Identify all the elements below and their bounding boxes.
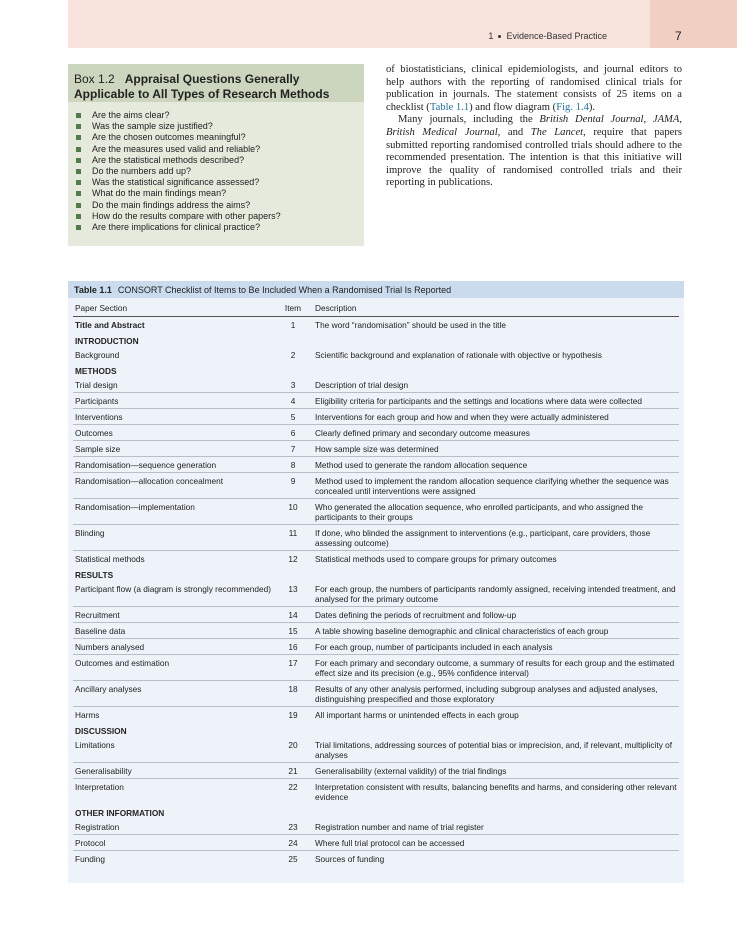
box-question-text: Do the main findings address the aims? (92, 199, 251, 210)
table-row (73, 457, 679, 473)
table-row (73, 581, 679, 607)
box-question-item (76, 177, 358, 188)
paragraph-journals (386, 114, 682, 190)
box-question-text: How do the results compare with other papers? (92, 210, 281, 221)
row-paper-section: Funding (75, 854, 105, 864)
box-question-text: Are the statistical methods described? (92, 154, 245, 165)
page-number-tab (650, 0, 737, 48)
row-description: For each group, number of participants included in each analysis (313, 639, 679, 655)
row-item-number: 20 (273, 737, 313, 763)
figure-reference-link[interactable]: Fig. 1.4 (556, 101, 589, 113)
box-question-item (76, 222, 358, 233)
square-bullet-icon (76, 191, 81, 196)
box-question-text: Are the measures used valid and reliable? (92, 143, 261, 154)
table-row (73, 425, 679, 441)
table-row (73, 393, 679, 409)
text-run: Many journals, including the (398, 114, 540, 126)
row-item-number: 6 (273, 425, 313, 441)
square-bullet-icon (76, 124, 81, 129)
box-title-bar (68, 64, 364, 102)
row-paper-section: Protocol (73, 835, 273, 851)
table-row (73, 851, 679, 867)
table-header-row (73, 298, 679, 317)
box-question-text: Was the statistical significance assessed? (92, 177, 260, 188)
row-item-number: 25 (288, 854, 298, 864)
table-row (73, 409, 679, 425)
row-description: For each primary and secondary outcome, a summary of results for each group and the estimated effect size and its precision (e.g., 95% confidence interval) (313, 655, 679, 681)
section-heading-text: INTRODUCTION (75, 336, 139, 346)
square-bullet-icon (76, 203, 81, 208)
table-row (73, 681, 679, 707)
table-row (73, 737, 679, 763)
square-bullet-icon (76, 225, 81, 230)
table-row (73, 499, 679, 525)
row-paper-section: Title and Abstract (75, 320, 145, 330)
table-caption (68, 281, 684, 298)
bullet-dot-icon (498, 35, 501, 38)
section-heading-text: RESULTS (75, 570, 114, 580)
row-paper-section: Trial design (73, 377, 273, 393)
row-description: Method used to implement the random allocation sequence clarifying whether the sequence was concealed until interventions were assigned (313, 473, 679, 499)
table-section-heading (73, 566, 679, 581)
row-description: Results of any other analysis performed, including subgroup analyses and adjusted analyses, distinguishing prespecified and those exploratory (313, 681, 679, 707)
row-description: Where full trial protocol can be accessed (313, 835, 679, 851)
header-description: Description (313, 298, 679, 317)
table-caption-text: CONSORT Checklist of Items to Be Included When a Randomised Trial Is Reported (117, 285, 452, 295)
box-question-text: Are the aims clear? (92, 110, 170, 120)
box-question-list (68, 102, 364, 233)
row-description: Interventions for each group and how and when they were actually administered (313, 409, 679, 425)
box-question-item (76, 200, 358, 211)
table-row (73, 347, 679, 362)
paragraph-consort-intro (386, 64, 682, 114)
square-bullet-icon (76, 180, 81, 185)
row-paper-section: Registration (73, 819, 273, 835)
journal-name: British Dental Journal (539, 114, 644, 126)
box-question-text: Was the sample size justified? (92, 121, 213, 132)
header-paper-section: Paper Section (73, 298, 273, 317)
row-paper-section: Sample size (73, 441, 273, 457)
box-question-item (76, 121, 358, 132)
table-row (73, 655, 679, 681)
row-paper-section: Randomisation—allocation concealment (73, 473, 273, 499)
row-item-number: 1 (290, 320, 296, 330)
box-label: Box 1.2 (74, 72, 115, 86)
table-section-heading (73, 804, 679, 819)
row-item-number: 22 (288, 782, 298, 792)
table-row (73, 639, 679, 655)
table-section-heading (73, 332, 679, 347)
page-number: 7 (675, 29, 682, 43)
section-heading-text: DISCUSSION (75, 726, 127, 736)
row-description: Scientific background and explanation of rationale with objective or hypothesis (315, 350, 602, 360)
box-title (74, 72, 358, 102)
table-section-heading (73, 362, 679, 377)
row-paper-section: Outcomes and estimation (73, 655, 273, 681)
row-description: All important harms or unintended effects in each group (315, 710, 519, 720)
running-head (488, 31, 607, 41)
row-paper-section: Interpretation (75, 782, 124, 792)
square-bullet-icon (76, 147, 81, 152)
row-item-number: 21 (273, 763, 313, 779)
row-description: Sources of funding (315, 854, 385, 864)
text-run: , (679, 114, 683, 126)
table-row (73, 551, 679, 567)
box-question-text: Do the numbers add up? (92, 166, 192, 177)
row-item-number: 18 (273, 681, 313, 707)
row-description: Interpretation consistent with results, balancing benefits and harms, and considering other relevant evidence (315, 782, 677, 802)
square-bullet-icon (76, 135, 81, 140)
box-question-text: Are the chosen outcomes meaningful? (92, 132, 246, 143)
body-text (386, 64, 682, 190)
chapter-title: Evidence-Based Practice (506, 31, 607, 41)
table-section-heading (73, 722, 679, 737)
row-paper-section: Interventions (73, 409, 273, 425)
table-row (73, 317, 679, 333)
table-body (73, 317, 679, 867)
box-title-text: Appraisal Questions Generally Applicable to All Types of Research Methods (74, 72, 330, 101)
journal-name: JAMA (652, 114, 680, 126)
row-paper-section: Harms (75, 710, 100, 720)
section-heading-text: OTHER INFORMATION (75, 808, 165, 818)
table-row (73, 377, 679, 393)
row-item-number: 7 (273, 441, 313, 457)
square-bullet-icon (76, 158, 81, 163)
journal-name: British Medical Journal (386, 126, 498, 138)
consort-table-panel (68, 281, 684, 883)
row-item-number: 12 (288, 554, 298, 564)
row-description: Generalisability (external validity) of the trial findings (313, 763, 679, 779)
row-description: Method used to generate the random allocation sequence (313, 457, 679, 473)
row-description: Statistical methods used to compare groups for primary outcomes (315, 554, 557, 564)
journal-name: The Lancet (530, 126, 584, 138)
box-question-text: Are there implications for clinical practice? (92, 222, 261, 233)
row-paper-section: Baseline data (73, 623, 273, 639)
row-description: Description of trial design (313, 377, 679, 393)
row-paper-section: Recruitment (73, 607, 273, 623)
row-item-number: 15 (273, 623, 313, 639)
row-item-number: 3 (273, 377, 313, 393)
text-run: ). (588, 101, 596, 113)
table-row (73, 819, 679, 835)
row-paper-section: Background (75, 350, 120, 360)
text-run: , (643, 114, 653, 126)
table-row (73, 763, 679, 779)
row-description: Dates defining the periods of recruitment and follow-up (313, 607, 679, 623)
row-item-number: 10 (273, 499, 313, 525)
box-question-item (76, 188, 358, 199)
box-question-item (76, 211, 358, 222)
row-item-number: 13 (273, 581, 313, 607)
row-paper-section: Participant flow (a diagram is strongly recommended) (73, 581, 273, 607)
row-item-number: 9 (273, 473, 313, 499)
row-description: How sample size was determined (313, 441, 679, 457)
row-item-number: 2 (290, 350, 296, 360)
box-question-item (76, 166, 358, 177)
square-bullet-icon (76, 113, 81, 118)
square-bullet-icon (76, 169, 81, 174)
row-item-number: 24 (273, 835, 313, 851)
table-row (73, 441, 679, 457)
table-row (73, 607, 679, 623)
text-run: of biostatisticians, clinical epidemiologists, and journal editors to help authors with the reporting of randomised clinical trials for publication in journals. The statement consists of 25 items on a checklist ( (386, 64, 682, 113)
table-row (73, 525, 679, 551)
row-description: Who generated the allocation sequence, who enrolled participants, and who assigned the participants to their groups (313, 499, 679, 525)
table-row (73, 835, 679, 851)
row-paper-section: Ancillary analyses (73, 681, 273, 707)
row-description: If done, who blinded the assignment to interventions (e.g., participant, care providers, those assessing outcome) (313, 525, 679, 551)
row-description: Registration number and name of trial register (313, 819, 679, 835)
row-paper-section: Statistical methods (75, 554, 145, 564)
box-question-item (76, 132, 358, 143)
box-question-item (76, 144, 358, 155)
row-paper-section: Numbers analysed (73, 639, 273, 655)
table-row (73, 779, 679, 805)
row-item-number: 8 (273, 457, 313, 473)
row-paper-section: Participants (73, 393, 273, 409)
row-description: Clearly defined primary and secondary outcome measures (313, 425, 679, 441)
row-paper-section: Outcomes (73, 425, 273, 441)
row-description: For each group, the numbers of participants randomly assigned, receiving intended treatment, and analysed for the primary outcome (313, 581, 679, 607)
row-item-number: 16 (273, 639, 313, 655)
box-question-item (76, 155, 358, 166)
row-description: The word “randomisation” should be used in the title (315, 320, 506, 330)
row-paper-section: Randomisation—sequence generation (73, 457, 273, 473)
text-run: , require that papers submitted reporting randomised controlled trials should adhere to the recommended presentation. The intention is that this initiative will improve the quality of randomised controlled trials and their reporting in publications. (386, 126, 683, 189)
text-run: ) and flow diagram ( (469, 101, 557, 113)
row-paper-section: Generalisability (73, 763, 273, 779)
header-item: Item (273, 298, 313, 317)
table-row (73, 623, 679, 639)
box-question-text: What do the main findings mean? (92, 188, 227, 199)
consort-table (73, 298, 679, 866)
square-bullet-icon (76, 214, 81, 219)
row-description: Eligibility criteria for participants and the settings and locations where data were collected (313, 393, 679, 409)
row-item-number: 5 (273, 409, 313, 425)
table-row (73, 707, 679, 723)
row-paper-section: Randomisation—implementation (73, 499, 273, 525)
box-appraisal-questions (68, 64, 364, 246)
row-item-number: 4 (273, 393, 313, 409)
table-label: Table 1.1 (74, 285, 112, 295)
row-description: Trial limitations, addressing sources of potential bias or imprecision, and, if relevant, multiplicity of analyses (313, 737, 679, 763)
row-description: A table showing baseline demographic and clinical characteristics of each group (313, 623, 679, 639)
row-item-number: 11 (273, 525, 313, 551)
row-paper-section: Blinding (73, 525, 273, 551)
text-run: , and (497, 126, 531, 138)
section-heading-text: METHODS (75, 366, 117, 376)
box-question-item (76, 110, 358, 121)
chapter-number: 1 (488, 31, 494, 41)
row-item-number: 17 (273, 655, 313, 681)
table-reference-link[interactable]: Table 1.1 (429, 101, 470, 113)
row-item-number: 19 (288, 710, 298, 720)
row-item-number: 14 (273, 607, 313, 623)
row-paper-section: Limitations (73, 737, 273, 763)
table-row (73, 473, 679, 499)
row-item-number: 23 (273, 819, 313, 835)
